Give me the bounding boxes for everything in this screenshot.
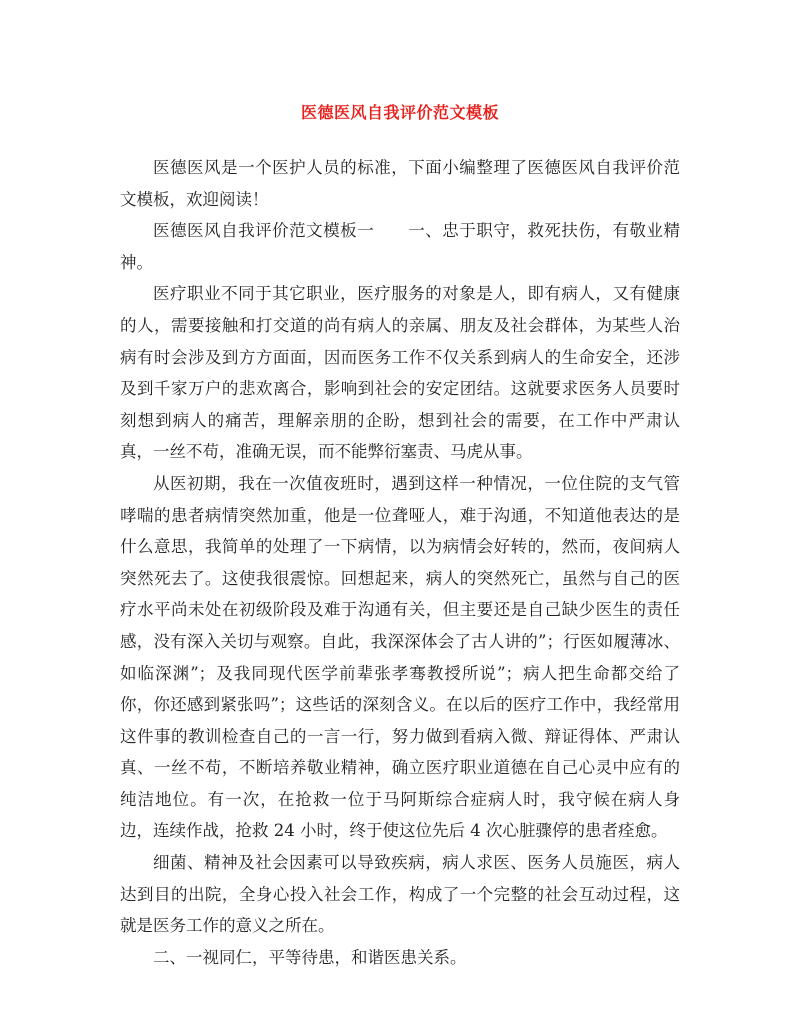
paragraph-medical-profession: 医疗职业不同于其它职业，医疗服务的对象是人，即有病人，又有健康的人，需要接触和打交道的尚有病人的亲属、朋友及社会群体，为某些人治病有时会涉及到方方面面，因而医务工作不仅关系到病人的生命安全，还涉及到千家万户的悲欢离合，影响到社会的安定团结。这就要求医务人员要时刻想到病人的痛苦，理解亲朋的企盼，想到社会的需要，在工作中严肃认真，一丝不苟，准确无误，而不能弊衍塞责、马虎从事。	[120, 284, 680, 462]
paragraph-night-shift-story: 从医初期，我在一次值夜班时，遇到这样一种情况，一位住院的支气管哮喘的患者病情突然加重，他是一位聋哑人，难于沟通，不知道他表达的是什么意思，我简单的处理了一下病情，以为病情会好转的，然而，夜间病人突然死去了。这使我很震惊。回想起来，病人的突然死亡，虽然与自己的医疗水平尚未处在初级阶段及难于沟通有关，但主要还是自己缺少医生的责任感，没有深入关切与观察。自此，我深深体会了古人讲的”；行医如履薄冰、如临深渊”；及我同现代医学前辈张孝骞教授所说”；病人把生命都交给了你，你还感到紧张吗”；这些话的深刻含义。在以后的医疗工作中，我经常用这件事的教训检查自己的一言一行，努力做到看病入微、辩证得体、严肃认真、一丝不苟，不断培养敬业精神，确立医疗职业道德在自己心灵中应有的纯洁地位。有一次，在抢救一位于马阿斯综合症病人时，我守候在病人身边，连续作战，抢救 24 小时，终于使这位先后 4 次心脏骤停的患者痊愈。	[120, 473, 680, 841]
document-body	[120, 152, 680, 973]
paragraph-social-interaction: 细菌、精神及社会因素可以导致疾病，病人求医、医务人员施医，病人达到目的出院，全身心投入社会工作，构成了一个完整的社会互动过程，这就是医务工作的意义之所在。	[120, 853, 680, 936]
paragraph-section-heading-1: 医德医风自我评价范文模板一 一、忠于职守，救死扶伤，有敬业精神。	[120, 221, 680, 272]
paragraph-section-heading-2: 二、一视同仁，平等待患，和谐医患关系。	[153, 947, 467, 967]
document-title: 医德医风自我评价范文模板	[300, 103, 499, 122]
paragraph-intro: 医德医风是一个医护人员的标准，下面小编整理了医德医风自我评价范文模板，欢迎阅读！	[120, 158, 680, 209]
